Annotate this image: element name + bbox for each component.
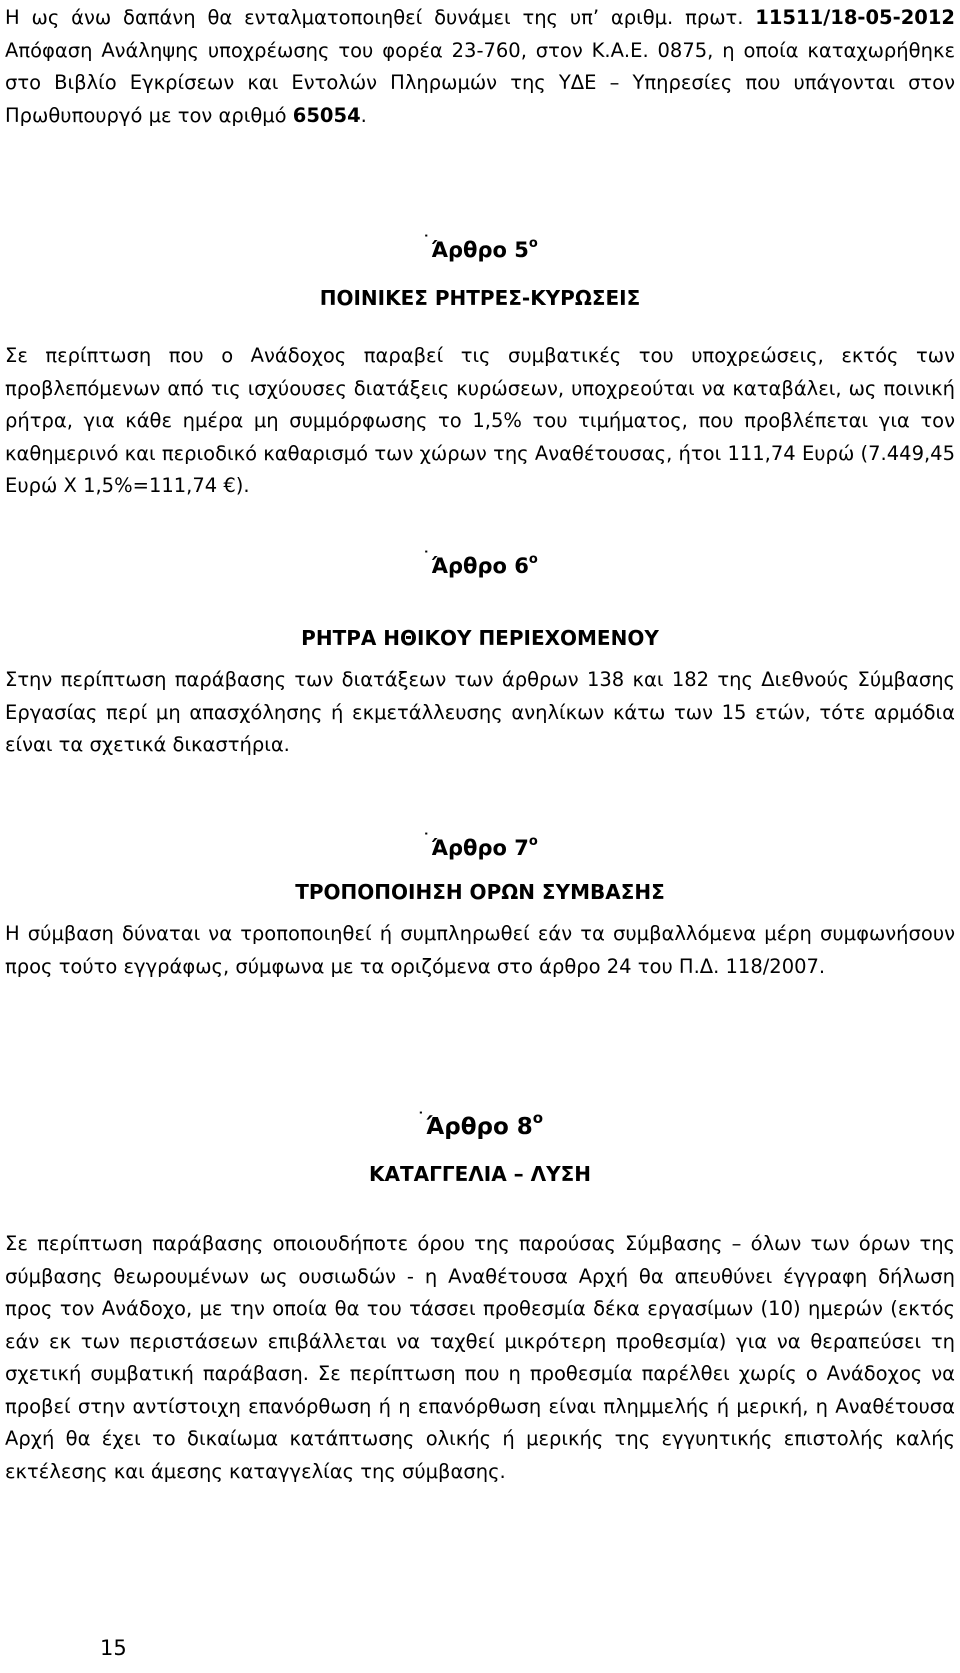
article-8-title: ˙Άρθρο $8^o$ [416,1109,544,1140]
registry-number: 65054 [292,103,361,127]
article-7-body: Η σύμβαση δύναται να τροποποιηθεί ή συμπληρωθεί εάν τα συμβαλλόμενα μέρη συμφωνήσουν προς τούτο εγγράφως, σύμφωνα με τα οριζόμενα στο άρθρο 24 του Π.Δ. 118/2007. [5,922,955,978]
article-6-label: Άρθρο 6 [431,554,529,578]
intro-paragraph [5,2,955,132]
article-5-label: Άρθρο 5 [431,238,529,262]
intro-text-3: . [360,103,367,127]
article-7-ordinal: ο [528,834,538,849]
intro-text-1: Η ως άνω δαπάνη θα ενταλματοποιηθεί δυνάμει της υπ’ αριθμ. πρωτ. [5,6,756,29]
article-6-ordinal: ο [528,552,538,567]
decision-number: 11511/18-05-2012 [755,6,955,29]
page-number: 15 [100,1636,127,1660]
article-7-title: ˙Άρθρο $7^o$ [422,830,538,860]
article-5-title: ˙Άρθρο $5^o$ [422,232,538,262]
article-7-heading: ΤΡΟΠΟΠΟΙΗΣΗ ΟΡΩΝ ΣΥΜΒΑΣΗΣ [295,880,665,904]
article-8-ordinal: ο [532,1109,544,1127]
article-5-body: Σε περίπτωση που ο Ανάδοχος παραβεί τις συμβατικές του υποχρεώσεις, εκτός των προβλεπόμενων από τις ισχύουσες διατάξεις κυρώσεων, υποχρεούται να καταβάλει, ως ποινική ρήτρα, για κάθε ημέρα μη συμμόρφωσης το 1,5% του τιμήματος, που προβλέπεται για τον καθημερινό και περιοδικό καθαρισμό των χώρων της Αναθέτουσας, ήτοι 111,74 Ευρώ (7.449,45 Ευρώ Χ 1,5%=111,74 €). [5,344,955,497]
article-8-heading: ΚΑΤΑΓΓΕΛΙΑ – ΛΥΣΗ [369,1162,591,1186]
intro-text-2: Απόφαση Ανάληψης υποχρέωσης του φορέα 23-760, στον Κ.Α.Ε. 0875, η οποία καταχωρήθηκε στο Βιβλίο Εγκρίσεων και Εντολών Πληρωμών της ΥΔΕ – Υπηρεσίες που υπάγονται στον Πρωθυπουργό με τον αριθμό [5,38,955,127]
article-5-ordinal: ο [528,236,538,251]
article-6-title: ˙Άρθρο $6^o$ [422,548,538,578]
article-8-body: Σε περίπτωση παράβασης οποιουδήποτε όρου της παρούσας Σύμβασης – όλων των όρων της σύμβασης θεωρουμένων ως ουσιωδών - η Αναθέτουσα Αρχή θα απευθύνει έγγραφη δήλωση προς τον Ανάδοχο, με την οποία θα του τάσσει προθεσμία δέκα εργασίμων (10) ημερών (εκτός εάν εκ των περιστάσεων επιβάλλεται να ταχθεί μικρότερη προθεσμία) για να θεραπεύσει τη σχετική συμβατική παράβαση. Σε περίπτωση που η προθεσμία παρέλθει χωρίς ο Ανάδοχος να προβεί στην αντίστοιχη επανόρθωση ή η επανόρθωση είναι πλημμελής ή μερική, η Αναθέτουσα Αρχή θα έχει το δικαίωμα κατάπτωσης ολικής ή μερικής της εγγυητικής επιστολής καλής εκτέλεσης και άμεσης καταγγελίας της σύμβασης. [5,1232,955,1483]
article-5-heading: ΠΟΙΝΙΚΕΣ ΡΗΤΡΕΣ-ΚΥΡΩΣΕΙΣ [319,286,641,310]
article-6-body: Στην περίπτωση παράβασης των διατάξεων των άρθρων 138 και 182 της Διεθνούς Σύμβασης Εργασίας περί μη απασχόλησης ή εκμετάλλευσης ανηλίκων κάτω των 15 ετών, τότε αρμόδια είναι τα σχετικά δικαστήρια. [5,668,955,756]
article-8-label: Άρθρο 8 [425,1114,533,1140]
article-6-heading: ΡΗΤΡΑ ΗΘΙΚΟΥ ΠΕΡΙΕΧΟΜΕΝΟΥ [301,626,659,650]
article-7-label: Άρθρο 7 [431,836,529,860]
